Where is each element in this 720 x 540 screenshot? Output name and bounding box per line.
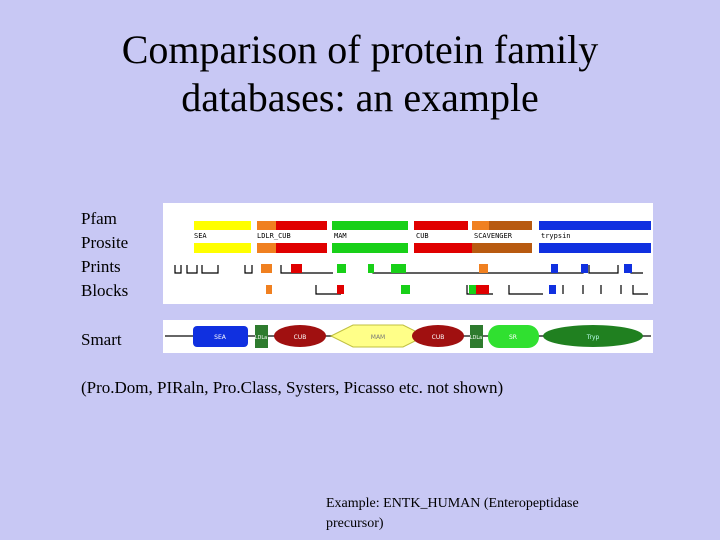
smart-label-sr: SR: [509, 334, 517, 341]
prosite-mam: [332, 243, 408, 253]
prints-mam-4: [399, 264, 406, 273]
domain-label-cub: CUB: [416, 232, 429, 240]
domain-label-scav: SCAVENGER: [474, 232, 512, 240]
domain-label-trypsin: trypsin: [541, 232, 571, 240]
database-labels: [81, 207, 128, 303]
label-pfam: Pfam: [81, 209, 117, 228]
prosite-cub2: [414, 243, 472, 253]
label-prosite: Prosite: [81, 233, 129, 252]
smart-label-ldla-2: LDLa: [469, 335, 483, 341]
domain-track-panel: [163, 203, 653, 304]
example-line-1: Example: ENTK_HUMAN (Enteropeptidase: [326, 496, 579, 511]
prints-mam-1: [337, 264, 346, 273]
example-caption: [326, 494, 666, 534]
prints-line: [175, 265, 643, 273]
title-line-2: databases: an example: [181, 75, 539, 120]
pfam-scav-b: [489, 221, 532, 230]
not-shown-note: (Pro.Dom, PIRaln, Pro.Class, Systers, Picasso etc. not shown): [81, 378, 504, 397]
blocks-cub: [337, 285, 344, 294]
slide-title: [0, 26, 720, 122]
blocks-cub2-b: [476, 285, 483, 294]
smart-label-cub-1: CUB: [293, 334, 307, 341]
prosite-cub1: [276, 243, 327, 253]
pfam-ldlr: [257, 221, 276, 230]
prints-tryp-1: [551, 264, 558, 273]
blocks-tryp-1: [549, 285, 556, 294]
domain-label-mam: MAM: [334, 232, 347, 240]
prosite-ldlr: [257, 243, 276, 253]
prosite-sea: [194, 243, 251, 253]
smart-label: Smart: [81, 330, 122, 349]
blocks-cub2-a: [469, 285, 476, 294]
prints-tryp-3: [624, 264, 632, 273]
label-prints: Prints: [81, 257, 121, 276]
prints-tryp-2: [581, 264, 588, 273]
prosite-trypsin: [539, 243, 651, 253]
pfam-cub2: [414, 221, 468, 230]
prints-mam-3: [391, 264, 399, 273]
pfam-mam: [332, 221, 408, 230]
smart-label-tryp: Tryp: [586, 334, 600, 341]
domain-label-sea: SEA: [194, 232, 207, 240]
pfam-scav-a: [472, 221, 489, 230]
domain-label-ldlr: LDLR_CUB: [257, 232, 291, 240]
smart-label-sea: SEA: [214, 334, 226, 341]
smart-domain-panel: [163, 320, 653, 353]
prints-scav: [479, 264, 488, 273]
blocks-mam: [401, 285, 410, 294]
example-line-2: precursor): [326, 516, 384, 531]
blocks-cub2-c: [483, 285, 489, 294]
pfam-trypsin: [539, 221, 651, 230]
blocks-ldlr: [266, 285, 272, 294]
title-line-1: Comparison of protein family: [121, 27, 599, 72]
smart-label-cub-2: CUB: [431, 334, 445, 341]
prints-cub: [291, 264, 302, 273]
prints-ldlr: [261, 264, 272, 273]
smart-label-ldla-1: LDLa: [254, 335, 268, 341]
label-blocks: Blocks: [81, 281, 129, 300]
pfam-cub1: [276, 221, 327, 230]
prosite-scav: [472, 243, 532, 253]
smart-label-mam: MAM: [370, 334, 386, 341]
prints-mam-2: [368, 264, 374, 273]
pfam-sea: [194, 221, 251, 230]
